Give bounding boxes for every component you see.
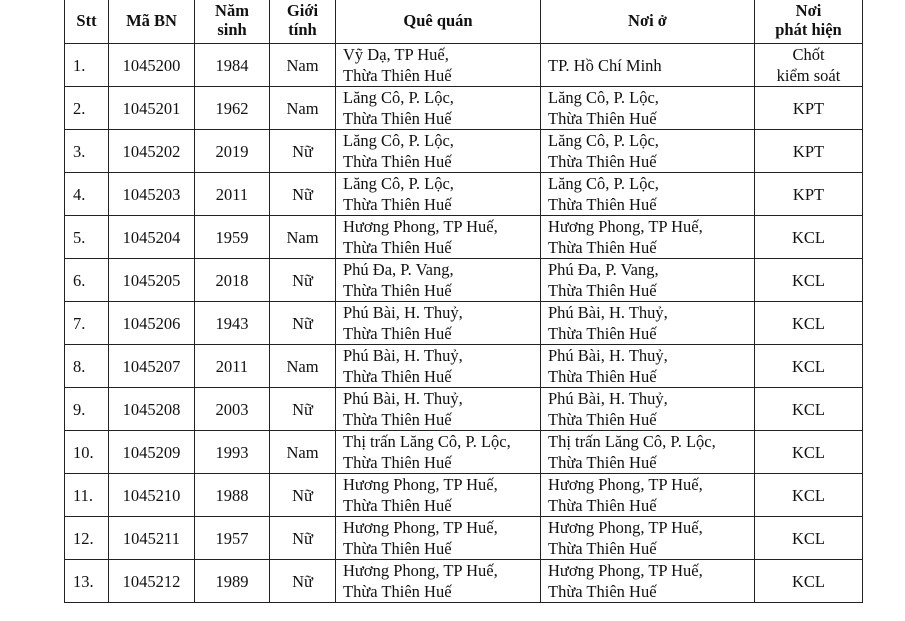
cell-que-quan-line: Lăng Cô, P. Lộc, [343, 174, 454, 193]
cell-noi-o-line: Phú Bài, H. Thuỷ, [548, 303, 668, 322]
cell-que-quan-line: Phú Bài, H. Thuỷ, [343, 303, 463, 322]
cell-noi-o [541, 345, 755, 388]
cell-que-quan [336, 87, 541, 130]
cell-noi-phat-hien-line: KCL [792, 270, 825, 290]
cell-que-quan [336, 44, 541, 87]
cell-stt: 12. [65, 517, 109, 560]
cell-stt: 1. [65, 44, 109, 87]
cell-stt: 10. [65, 431, 109, 474]
cell-que-quan [336, 388, 541, 431]
cell-nam-sinh: 1957 [195, 517, 270, 560]
header-gioi-tinh-line1: Giới [286, 1, 319, 20]
cell-noi-o-line: Thừa Thiên Huế [548, 453, 657, 472]
cell-noi-o-line: Thừa Thiên Huế [548, 152, 657, 171]
cell-nam-sinh: 1989 [195, 560, 270, 603]
cell-ma-bn: 1045209 [109, 431, 195, 474]
header-noi-phat-hien [755, 0, 863, 44]
cell-que-quan-line: Thừa Thiên Huế [343, 453, 452, 472]
cell-stt: 3. [65, 130, 109, 173]
cell-noi-phat-hien-line: KPT [792, 98, 825, 118]
cell-stt: 2. [65, 87, 109, 130]
cell-que-quan [336, 560, 541, 603]
cell-que-quan [336, 173, 541, 216]
cell-noi-o-line: Thừa Thiên Huế [548, 367, 657, 386]
table-row [65, 560, 863, 603]
cell-noi-o [541, 560, 755, 603]
cell-que-quan-line: Phú Bài, H. Thuỷ, [343, 346, 463, 365]
cell-noi-o [541, 173, 755, 216]
patient-table [64, 0, 863, 603]
cell-que-quan-line: Thừa Thiên Huế [343, 281, 452, 300]
cell-que-quan [336, 130, 541, 173]
cell-noi-phat-hien-line: KCL [792, 399, 825, 419]
cell-noi-phat-hien-line: KCL [792, 528, 825, 548]
header-gioi-tinh [270, 0, 336, 44]
cell-noi-o [541, 302, 755, 345]
table-row [65, 259, 863, 302]
cell-gioi-tinh: Nữ [270, 517, 336, 560]
cell-que-quan [336, 517, 541, 560]
cell-noi-phat-hien-line: KPT [792, 141, 825, 161]
cell-noi-o [541, 216, 755, 259]
header-noi-phat-hien-line1: Nơi [795, 1, 822, 20]
cell-stt: 4. [65, 173, 109, 216]
cell-ma-bn: 1045200 [109, 44, 195, 87]
cell-gioi-tinh: Nữ [270, 474, 336, 517]
cell-noi-o-line: Thừa Thiên Huế [548, 324, 657, 343]
cell-noi-o-line: TP. Hồ Chí Minh [548, 55, 662, 75]
cell-que-quan [336, 302, 541, 345]
table-row [65, 431, 863, 474]
cell-nam-sinh: 2019 [195, 130, 270, 173]
cell-noi-phat-hien [755, 87, 863, 130]
cell-noi-phat-hien [755, 517, 863, 560]
cell-que-quan [336, 474, 541, 517]
cell-noi-phat-hien-line: KCL [792, 227, 825, 247]
cell-que-quan-line: Phú Bài, H. Thuỷ, [343, 389, 463, 408]
cell-noi-o-line: Lăng Cô, P. Lộc, [548, 174, 659, 193]
cell-nam-sinh: 1993 [195, 431, 270, 474]
cell-que-quan-line: Thừa Thiên Huế [343, 195, 452, 214]
cell-que-quan-line: Thừa Thiên Huế [343, 238, 452, 257]
cell-noi-phat-hien [755, 130, 863, 173]
cell-que-quan-line: Thừa Thiên Huế [343, 152, 452, 171]
cell-gioi-tinh: Nữ [270, 130, 336, 173]
cell-noi-o-line: Lăng Cô, P. Lộc, [548, 88, 659, 107]
cell-ma-bn: 1045211 [109, 517, 195, 560]
cell-noi-o [541, 388, 755, 431]
cell-gioi-tinh: Nam [270, 216, 336, 259]
cell-que-quan-line: Phú Đa, P. Vang, [343, 260, 454, 279]
cell-que-quan-line: Thừa Thiên Huế [343, 582, 452, 601]
cell-noi-o-line: Thừa Thiên Huế [548, 410, 657, 429]
cell-que-quan-line: Thừa Thiên Huế [343, 324, 452, 343]
cell-ma-bn: 1045201 [109, 87, 195, 130]
header-noi-phat-hien-line2: phát hiện [775, 20, 842, 39]
cell-que-quan-line: Thừa Thiên Huế [343, 410, 452, 429]
cell-ma-bn: 1045207 [109, 345, 195, 388]
cell-gioi-tinh: Nam [270, 44, 336, 87]
cell-gioi-tinh: Nữ [270, 173, 336, 216]
cell-nam-sinh: 1962 [195, 87, 270, 130]
table-body [65, 44, 863, 603]
header-nam-sinh-line2: sinh [217, 20, 247, 39]
cell-noi-phat-hien [755, 388, 863, 431]
cell-ma-bn: 1045212 [109, 560, 195, 603]
cell-noi-phat-hien-line: KCL [792, 313, 825, 333]
cell-nam-sinh: 2003 [195, 388, 270, 431]
cell-stt: 11. [65, 474, 109, 517]
cell-noi-phat-hien-line: Chốt [792, 45, 825, 64]
cell-nam-sinh: 1984 [195, 44, 270, 87]
cell-ma-bn: 1045204 [109, 216, 195, 259]
cell-noi-phat-hien-line: KCL [792, 485, 825, 505]
table-row [65, 173, 863, 216]
cell-noi-o [541, 431, 755, 474]
cell-que-quan-line: Vỹ Dạ, TP Huế, [343, 45, 449, 64]
table-row [65, 302, 863, 345]
cell-gioi-tinh: Nữ [270, 302, 336, 345]
cell-noi-phat-hien [755, 302, 863, 345]
cell-gioi-tinh: Nữ [270, 259, 336, 302]
cell-gioi-tinh: Nữ [270, 560, 336, 603]
cell-nam-sinh: 2018 [195, 259, 270, 302]
cell-que-quan [336, 259, 541, 302]
cell-noi-phat-hien [755, 560, 863, 603]
cell-que-quan-line: Thừa Thiên Huế [343, 109, 452, 128]
cell-noi-phat-hien [755, 259, 863, 302]
cell-stt: 9. [65, 388, 109, 431]
cell-noi-o-line: Thừa Thiên Huế [548, 281, 657, 300]
table-row [65, 87, 863, 130]
cell-noi-o-line: Thừa Thiên Huế [548, 195, 657, 214]
cell-stt: 8. [65, 345, 109, 388]
header-gioi-tinh-line2: tính [288, 20, 317, 39]
table-row [65, 517, 863, 560]
cell-gioi-tinh: Nữ [270, 388, 336, 431]
cell-noi-o [541, 130, 755, 173]
cell-noi-o-line: Thừa Thiên Huế [548, 109, 657, 128]
table-row [65, 474, 863, 517]
cell-ma-bn: 1045203 [109, 173, 195, 216]
cell-stt: 13. [65, 560, 109, 603]
cell-que-quan [336, 345, 541, 388]
cell-que-quan-line: Lăng Cô, P. Lộc, [343, 88, 454, 107]
cell-noi-phat-hien [755, 345, 863, 388]
header-nam-sinh-line1: Năm [215, 1, 249, 20]
cell-noi-phat-hien-line: kiểm soát [776, 66, 841, 85]
header-nam-sinh [195, 0, 270, 44]
cell-stt: 7. [65, 302, 109, 345]
cell-noi-o [541, 259, 755, 302]
header-row [65, 0, 863, 44]
cell-noi-o [541, 87, 755, 130]
cell-nam-sinh: 2011 [195, 345, 270, 388]
cell-noi-phat-hien-line: KCL [792, 442, 825, 462]
cell-que-quan-line: Lăng Cô, P. Lộc, [343, 131, 454, 150]
cell-noi-o-line: Lăng Cô, P. Lộc, [548, 131, 659, 150]
header-que-quan: Quê quán [336, 0, 541, 44]
header-ma-bn: Mã BN [109, 0, 195, 44]
cell-gioi-tinh: Nam [270, 345, 336, 388]
cell-gioi-tinh: Nam [270, 431, 336, 474]
header-stt: Stt [65, 0, 109, 44]
cell-nam-sinh: 1943 [195, 302, 270, 345]
cell-nam-sinh: 2011 [195, 173, 270, 216]
cell-que-quan-line: Thị trấn Lăng Cô, P. Lộc, [343, 432, 511, 451]
cell-noi-o-line: Phú Đa, P. Vang, [548, 260, 659, 279]
table-row [65, 130, 863, 173]
cell-que-quan-line: Hương Phong, TP Huế, [343, 518, 498, 537]
table-row [65, 388, 863, 431]
cell-noi-o-line: Hương Phong, TP Huế, [548, 475, 703, 494]
cell-noi-o-line: Thị trấn Lăng Cô, P. Lộc, [548, 432, 716, 451]
cell-noi-phat-hien-line: KCL [792, 356, 825, 376]
cell-stt: 6. [65, 259, 109, 302]
cell-noi-o [541, 44, 755, 87]
cell-noi-o-line: Thừa Thiên Huế [548, 496, 657, 515]
cell-que-quan-line: Hương Phong, TP Huế, [343, 217, 498, 236]
cell-ma-bn: 1045210 [109, 474, 195, 517]
cell-que-quan-line: Thừa Thiên Huế [343, 496, 452, 515]
cell-stt: 5. [65, 216, 109, 259]
cell-gioi-tinh: Nam [270, 87, 336, 130]
cell-noi-o [541, 474, 755, 517]
cell-noi-phat-hien [755, 216, 863, 259]
cell-nam-sinh: 1988 [195, 474, 270, 517]
cell-que-quan-line: Thừa Thiên Huế [343, 367, 452, 386]
cell-noi-phat-hien [755, 44, 863, 87]
cell-noi-phat-hien-line: KCL [792, 571, 825, 591]
cell-ma-bn: 1045202 [109, 130, 195, 173]
cell-nam-sinh: 1959 [195, 216, 270, 259]
cell-noi-o-line: Hương Phong, TP Huế, [548, 561, 703, 580]
cell-noi-phat-hien [755, 474, 863, 517]
cell-que-quan [336, 216, 541, 259]
cell-noi-o-line: Phú Bài, H. Thuỷ, [548, 346, 668, 365]
cell-que-quan-line: Thừa Thiên Huế [343, 539, 452, 558]
cell-ma-bn: 1045206 [109, 302, 195, 345]
cell-ma-bn: 1045205 [109, 259, 195, 302]
cell-noi-o-line: Hương Phong, TP Huế, [548, 518, 703, 537]
cell-noi-o-line: Thừa Thiên Huế [548, 539, 657, 558]
cell-ma-bn: 1045208 [109, 388, 195, 431]
cell-noi-phat-hien [755, 431, 863, 474]
cell-noi-o-line: Phú Bài, H. Thuỷ, [548, 389, 668, 408]
cell-que-quan-line: Thừa Thiên Huế [343, 66, 452, 85]
cell-que-quan-line: Hương Phong, TP Huế, [343, 561, 498, 580]
cell-noi-o [541, 517, 755, 560]
cell-noi-phat-hien-line: KPT [792, 184, 825, 204]
cell-noi-o-line: Thừa Thiên Huế [548, 582, 657, 601]
header-noi-o: Nơi ở [541, 0, 755, 44]
table-row [65, 216, 863, 259]
cell-noi-o-line: Hương Phong, TP Huế, [548, 217, 703, 236]
table-row [65, 44, 863, 87]
cell-noi-phat-hien [755, 173, 863, 216]
cell-que-quan-line: Hương Phong, TP Huế, [343, 475, 498, 494]
table-row [65, 345, 863, 388]
cell-noi-o-line: Thừa Thiên Huế [548, 238, 657, 257]
cell-que-quan [336, 431, 541, 474]
